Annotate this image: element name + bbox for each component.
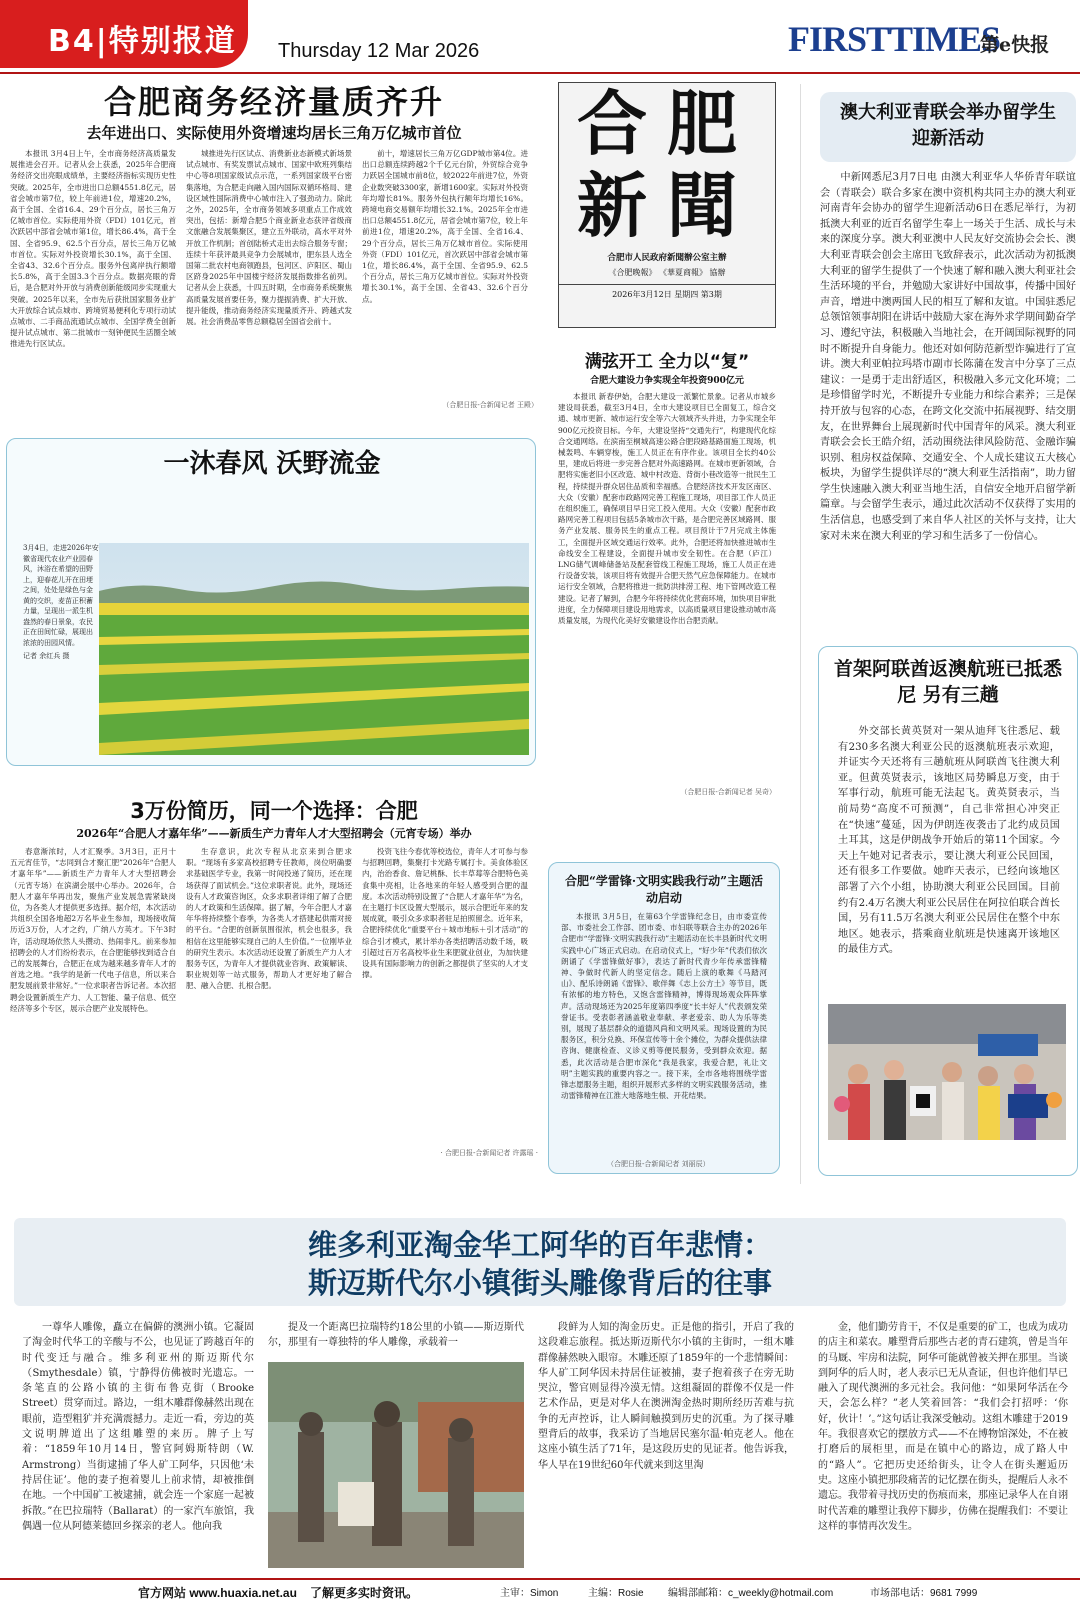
- footer-chief: 主编：Rosie: [588, 1588, 644, 1599]
- flag-org: 合肥市人民政府新聞辦公室主辦: [607, 253, 727, 263]
- talent-col-3: 投资飞往今春优等校选位，青年人才可参与参与招聘回聘，集聚打卡光路专属打卡。美食体验区内，治治香食、詹记桃酥、长丰草莓等合肥特色美食集中亮相，让各地来的年轻人感受到合肥的温度。本次活动特别设置了“合肥人才嘉年华”为名，在主题打卡区设置大型展示，展示合肥近年来的发展成就，吸引众多求职者驻足拍照留念。近年来，合肥持续优化“重要平台＋城市地标＋引才活动”的综合引才模式，累计举办各类招聘活动数千场，吸引超过百万名高校毕业生来肥就业创业，为加快建设具有国际影响力的创新之都提供了坚实的人才支撑。: [362, 847, 528, 980]
- spring-photo-box: [6, 438, 536, 766]
- youth-article: [820, 170, 1076, 620]
- bottom-text-4: 金，他们勤劳肯干，不仅是重要的矿工，也成为成功的店主和菜农。雕塑背后那些古老的青石建筑，曾是当年的马厩、牢房和法院，阿华可能就曾被关押在那里。当谈到阿华的后人时，老人表示已无从查证，但也许他们早已融入了现代澳洲的多元社会。我问他：“如果阿华活在今天，会怎么样？”老人笑着回答：“我们会打招呼：‘你好，伙计！’。”这句话让我深受触动。这组木雕建于2019年。我很喜欢它的摆放方式——不在博物馆深处，不在被打磨后的展柜里，而是在镇中心的路边，成了路人中的“路人”。它把历史还给街头，让令人在街头邂逅历史。这座小镇把那段痛苦的记忆摆在街头，提醒后人永不遗忘。我带着寻找历史的伤痕而来，那座记录华人在自诩时代苦难的雕塑让我停下脚步，仿佛在提醒我们：不要让这样的事情再次发生。: [818, 1322, 1068, 1532]
- brand-logo: FIRSTTIMES: [788, 19, 1001, 59]
- talent-col-2: 生存意识，此次专程从北京来到合肥求职。“现场有多家高校招聘专任教师，岗位明确要求基础医学专业，我第一时间投递了简历，还在现场获得了面试机会。”这位求职者说。此外，现场还设有人才政策咨询区，众多求职者详细了解了合肥的人才政策和生活保障。据了解，今年合肥人才嘉年华将持续整个春季，为各类人才搭建起供需对接的平台。“合肥的创新氛围很浓，机会也很多，我相信在这里能够实现自己的人生价值。”一位刚毕业的研究生表示。本次活动还设置了新质生产力人才服务专区，为青年人才提供就业咨询、政策解读、职业规划等一站式服务，帮助人才更好地了解合肥、融入合肥、扎根合肥。: [186, 847, 352, 991]
- construct-subtitle: 合肥大建设力争实现全年投资900亿元: [590, 376, 744, 386]
- talent-credit: · 合肥日报-合新闻记者 许露瑶 ·: [440, 1149, 538, 1157]
- civil-body: 本报讯 3月5日，在第63个学雷锋纪念日，由市委宣传部、市委社会工作部、团市委、市妇联等联合主办的2026年合肥市“学雷锋·文明实践我行动”主题活动在长丰县新时代文明实践中心广场正式启动。在启动仪式上，“好少年”代表们依次朗诵了《学雷锋做好事》，表达了新时代青少年传承雷锋精神、争做时代新人的坚定信念。随后上演的歌舞《马踏河山》、配乐诗朗诵《雷锋》、歌伴舞《志上公方土》等节目，既有浓郁的地方特色，又饱含雷锋精神，博得现场观众阵阵掌声。活动现场还为2025年度第四季度“长丰好人”代表颁发荣誉证书。受表彰者涵盖敬业奉献、孝老爱亲、助人为乐等类别，展现了基层群众的道德风尚和文明风采。现场设置的为民服务区，积分兑换、环保宣传等十余个摊位，为群众提供法律咨询、健康检查、义诊义剪等便民服务，受到群众欢迎。据悉，此次活动是合肥市深化“我是我家，我爱合肥，礼让文明”主题实践的重要内容之一。接下来，全市各地将围绕学雷锋志愿服务主题，组织开展形式多样的文明实践服务活动，推动雷锋精神在江淮大地落地生根、开花结果。: [561, 912, 767, 1101]
- flag-issue: 2026年3月12日 星期四 第3期: [559, 284, 775, 300]
- spring-caption: 3月4日，走进2026年安徽省现代农业产业园春风，沐浴在希望的田野上，迎春花儿开在田埂之间，处处是绿色与金黄的交织，麦苗正积蓄力量，呈现出一派生机盎然的春日景象，农民正在田间忙碌，展现出浓浓的田园风情。: [23, 544, 99, 647]
- bottom-title-1: 维多利亚淘金华工阿华的百年悲情：: [307, 1228, 772, 1262]
- bottom-text-3: 段鲜为人知的淘金历史。正是他的指引，开启了我的这段难忘旅程。抵达斯迈斯代尔小镇的主街时，一组木雕群像赫然映入眼帘。木雕还原了1859年的一个悲情瞬间：华人矿工阿华因未持居住证被捕，妻子抱着孩子在旁无助哭泣，警官则显得冷漠无情。这组凝固的群像不仅是一件艺术作品，更是对华人在澳洲淘金热时期所经历苦难与抗争的无声控诉，让人瞬间触摸到历史的沉重。为了探寻雕塑背后的故事，我采访了当地居民塞尔温·帕克老人。他在这座小镇生活了71年，是这段历史的见证者。他告诉我，华人早在19世纪60年代就来到这里淘: [538, 1322, 794, 1471]
- footer-site: 官方网站 www.huaxia.net.au: [138, 1586, 297, 1600]
- spring-title: 一沐春风 沃野流金: [163, 449, 381, 479]
- civil-credit: （合肥日报-合新闻记者 刘丽辰）: [607, 1160, 710, 1168]
- lead-title: 合肥商务经济量质齐升: [103, 83, 444, 121]
- footer-editor: 主审：Simon: [500, 1588, 559, 1599]
- lead-col-2: 城推进先行区试点、消费新业态新模式新场景试点城市、有奖发票试点城市、国家中欧班列集结中心等8项国家级试点示范，一系列国家级平台密集落地，为合肥走向融入国内国际双循环格局、建设区域性国际消费中心城市注入了强劲动力。除此之外，2025年，全市商务领域多项重点工作成效突出，包括：新增合肥5个商业新业态获评省级商文旅融合发展集聚区，建立五外联动，高水平对外开放工作机制；首创陆桥式走出去综合服务专窗；连续十年获评最具竞争力会展城市，肥东县人选全国第二批农村电商领跑县，包河区、庐阳区、蜀山区跻身2025年中国楼宇经济发展指数排名前列。记者从会上获悉，十四五时期，全市商务系统聚焦高质量发展首要任务，聚力提振消费、扩大开放、提升能级，推动商务经济实现量质齐升、跨越式发展。社会消费品零售总额稳居全国省会前十。: [186, 149, 352, 327]
- youth-body: 中新网悉尼3月7日电 由澳大利亚华人华侨青年联谊会（青联会）联合多家在澳中资机构共同主办的澳大利亚河南青年会协办的留学生迎新活动6日在悉尼举行，为初抵澳大利亚的近百名留学生奉上一场关于生活、成长与未来的深度分享。澳大利亚澳中人民友好交流协会会长、澳大利亚青联会创会主席田飞致辞表示，此次活动为初抵澳大利亚的留学生提供了一个快速了解和融入澳大利亚社会生活环境的平台，并勉励大家讲好中国故事，传播中国好声音，增进中澳两国人民的相互了解和友谊。中国驻悉尼总领馆领事胡阳在讲话中鼓励大家在海外求学期间勤奋学习、遵纪守法，积极融入当地社会，在开阔国际视野的同时不断提升自身能力。他还对如何防范新型诈骗进行了宣讲。澳大利亚帕拉玛塔市副市长陈蒲在发言中分享了三点建议：一是勇于走出舒适区，积极融入多元文化环境；二是珍惜留学时光，不断提升专业能力和综合素养；三是保持开放与包容的心态，在跨文化交流中拓展视野、结交朋友，在世界舞台上展现新时代中国青年的风采。澳大利亚青联会会长王皓介绍，活动围绕法律风险防范、金融诈骗识别、租房权益保障、交通安全、个人成长建议五大核心板块，为留学生提供详尽的“澳大利亚生活指南”，助力留学生快速融入澳大利亚当地生活，自信安全地开启留学新篇章。与会留学生表示，通过此次活动不仅获得了实用的生活信息，也感受到了来自华人社区的关怀与支持，让大家对未来在澳大利亚的学习和生活多了一份信心。: [820, 172, 1076, 542]
- footer-more: 了解更多实时资讯。: [310, 1586, 419, 1600]
- lead-col-1: 本报讯 3月4日上午，全市商务经济高质量发展推进会召开。记者从会上获悉，2025年合肥商务经济交出亮眼成绩单，主要经济指标实现历史性突破。2025年，全市进出口总额4551.8亿元，居省会城市第7位，较上年前进1位，增速20.2%，高于全国、全省16.4、29个百分点，居长三角万亿城市首位。实际使用外资（FDI）101亿元，首次跃居中部省会城市第1位，增长86.4%，高于全国、全省95.9、62.5个百分点，居长三角万亿城市首位。实际对外投资增长30.1%，高于全国、全省43、32.6个百分点。服务外包离岸执行额增长5.8%，高于全国3.3个百分点。数据亮眼的背后，是合肥对外开放与消费创新能级同步实现重大突破。2025年以来，全市先后获批国家服务业扩大开放综合试点城市、跨境贸易便利化专项行动试点城市、二手商品流通试点城市、全国学费全创新提升试点城市、第二批城市一刻钟便民生活圈全域推进先行区试点。: [10, 149, 176, 349]
- flight-title: 首架阿联酋返澳航班已抵悉尼 另有三趟: [833, 658, 1062, 706]
- bottom-col-2: [268, 1320, 524, 1356]
- bottom-col-4: [818, 1320, 1068, 1570]
- lead-subtitle: 去年进出口、实际使用外资增速均居长三角万亿城市首位: [86, 124, 462, 142]
- hefei-news-flag: [558, 82, 776, 328]
- footer-phone: 市场部电话：9681 7999: [870, 1588, 978, 1599]
- construct-title: 满弦开工 全力以“复”: [584, 352, 750, 372]
- civil-title: 合肥“学雷锋·文明实践我行动”主题活动启动: [565, 874, 763, 905]
- talent-subtitle: 2026年“合肥人才嘉年华”——新质生产力青年人才大型招聘会（元宵专场）举办: [76, 827, 472, 840]
- lead-article: [10, 82, 538, 410]
- bottom-text-1: 一尊华人雕像，矗立在偏僻的澳洲小镇。它凝固了淘金时代华工的辛酸与不公，也见证了跨越百年的时代变迁与融合。维多利亚州的斯迈斯代尔（Smythesdale）镇，宁静得仿佛被时光遗忘。一条笔直的公路小镇的主街布鲁克街（Brooke Street）贯穿而过。路边，一组木雕群像赫然出现在眼前，造型粗犷并充满震撼力。走近一看，旁边的英文说明牌道出了这组雕塑的来历。牌子上写着：“1859年10月14日，警官阿姆斯特朗（W. Armstrong）当街逮捕了华人矿工阿华，只因他‘未持居住证’。他的妻子抱着婴儿上前求情，却被推倒在地。一个中国矿工被逮捕，就会连一个家庭一起被拆散。”在巴拉瑞特（Ballarat）的一家汽车旅馆，我偶遇一位从阿德莱德回乡探亲的老人。他向我: [22, 1322, 254, 1532]
- civil-box: [548, 862, 780, 1174]
- flag-co: 《合肥晚報》 《華夏商報》 協辦: [608, 268, 726, 277]
- bottom-col-3: [538, 1320, 794, 1570]
- flag-big-2: 新聞: [577, 164, 757, 247]
- section-tab: B4|特别报道: [0, 0, 248, 68]
- lead-credit: （合肥日报-合新闻记者 王殿）: [442, 401, 538, 409]
- bottom-title-2: 斯迈斯代尔小镇街头雕像背后的往事: [307, 1266, 772, 1300]
- flight-article: [838, 724, 1060, 1004]
- footer-email: 编辑部邮箱：c_weekly@hotmail.com: [668, 1588, 834, 1599]
- construct-body: 本报讯 新春伊始，合肥大建设一派繁忙景象。记者从市城乡建设局获悉，截至3月4日，全市大建设项目已全面复工，综合交通、城市更新、城市运行安全等六大领域齐头并进，力争实现全年900亿元投资目标。今年，大建设坚持“交通先行”，构建现代化综合交通网络。在滨南至桐城高速公路合肥段路基路面施工现场，机械轰鸣、车辆穿梭，施工人员正在有序作业。该项目全长约40公里，建成后将进一步完善合肥对外高速路网。在城市更新领域，合肥将实施老旧小区改造、城中村改造、背街小巷改造等一批民生工程，持续提升群众居住品质和幸福感。合肥经济技术开发区南区、大众（安徽）配套市政路网完善工程施工现场，项目部工作人员正在组织施工，确保项目早日完工投入使用。大众（安徽）配套市政路网完善工程项目包括5条城市次干路，是合肥完善区域路网、服务产业发展、服务民生的重点工程。项目预计于7月完成主体施工，全面提升区域交通运行效率。此外，合肥还将加快推进城市生命线安全工程建设，全面提升城市安全韧性。在合肥（庐江）LNG储气调峰储备站及配套管线工程施工现场，施工人员正在进行设备安装，该项目将有效提升合肥天然气应急保障能力。在城市运行安全领域，合肥将推进一批防洪排涝工程、地下管网改造工程建设。记者了解到，合肥今年将持续优化营商环境，加快项目审批进度，全力保障项目建设用地需求，以高质量项目建设推动城市高质量发展，为现代化美好安徽建设作出合肥贡献。: [558, 392, 776, 626]
- issue-date: Thursday 12 Mar 2026: [278, 40, 480, 62]
- youth-title: 澳大利亚青联会举办留学生迎新活动: [820, 92, 1076, 162]
- lead-col-3: 前十，增速居长三角万亿GDP城市第4位。进出口总额连续跨越2个千亿元台阶，外贸综合竞争力跃居全国城市前8位，较2022年前进7位，外资企业数突破3300家，新增1600家。实际对外投资年均增长81%。服务外包执行额年均增长16%。跨境电商交易额年均增长32.1%。2025年全市进出口总额4551.8亿元，居省会城市第7位，较上年前进1位，增速20.2%，高于全国、全省16.4、29个百分点，居长三角万亿城市首位。实际使用外资（FDI）101亿元，首次跃居中部省会城市第1位，增长86.4%，高于全国、全省95.9、62.5个百分点，居长三角万亿城市首位。实际对外投资增长30.1%，高于全国、全省43、32.6个百分点。: [362, 149, 528, 304]
- field-photo: [99, 543, 529, 755]
- brand-cn: 第e快报: [980, 34, 1050, 56]
- airport-photo: [828, 1004, 1066, 1140]
- flight-body: 外交部长黄英贤对一架从迪拜飞往悉尼、载有230多名澳大利亚公民的返澳航班表示欢迎，并证实今天还将有三趟航班从阿联酋飞往澳大利亚。但黄英贤表示，该地区局势瞬息万变，由于军事行动，航班可能无法起飞。黄英贤表示，当前局势“高度不可预测”，自己非常担心冲突正在“快速”蔓延，因为伊朗连夜袭击了北约成员国土耳其，这是伊朗战争开始后的第11个国家。今天上午她对记者表示，要让澳大利亚公民回国，还有很多工作要做。她昨天表示，已经向该地区部署了六个小组，协助澳大利亚公民回国。目前约有2.4万名澳大利亚公民居住在阿拉伯联合酋长国，另有11.5万名澳大利亚公民居住在整个中东地区。她表示，搭乘商业航班是快速离开该地区的最佳方式。: [838, 726, 1060, 956]
- statue-photo: [268, 1362, 524, 1568]
- spring-credit: 记者 余红兵 摄: [23, 652, 70, 660]
- construct-credit: （合肥日报-合新闻记者 吴奇）: [680, 788, 776, 796]
- construction-article: [558, 350, 776, 810]
- talent-col-1: 春意渐浓时，人才汇聚季。3月3日，正月十五元宵佳节，“志同到合才聚汇肥”2026年“合肥人才嘉年华”——新质生产力青年人才大型招聘会（元宵专场）在滨湖会展中心举办。2026年，合肥人才嘉年华再出发，聚焦产业发展急需紧缺岗位，为各类人才提供更多选择。据介绍，本次活动共组织全国各地超2万名毕业生参加，现场接收简历近3万份，人才之约，广纳八方英才。下午3时许，活动现场依然人头攒动、热闹非凡。前来参加招聘会的人才们纷纷表示，在合肥能够找到适合自己的发展舞台，合肥正在成为越来越多青年人才的首选之地。“我学的是新一代电子信息，所以来合肥发展前景非常好。”一位求职者告诉记者。本次招聘会设置新质生产力、人工智能、量子信息、低空经济等多个专区，展示合肥产业发展特色。: [10, 847, 176, 1013]
- bottom-text-2: 提及一个距离巴拉瑞特约18公里的小镇——斯迈斯代尔，那里有一尊独特的华人雕像，承载着一: [268, 1322, 524, 1349]
- flag-big-1: 合肥: [577, 82, 757, 165]
- talent-title: 3万份简历，同一个选择：合肥: [130, 799, 418, 823]
- talent-article: [10, 796, 538, 1168]
- bottom-col-1: [22, 1320, 254, 1570]
